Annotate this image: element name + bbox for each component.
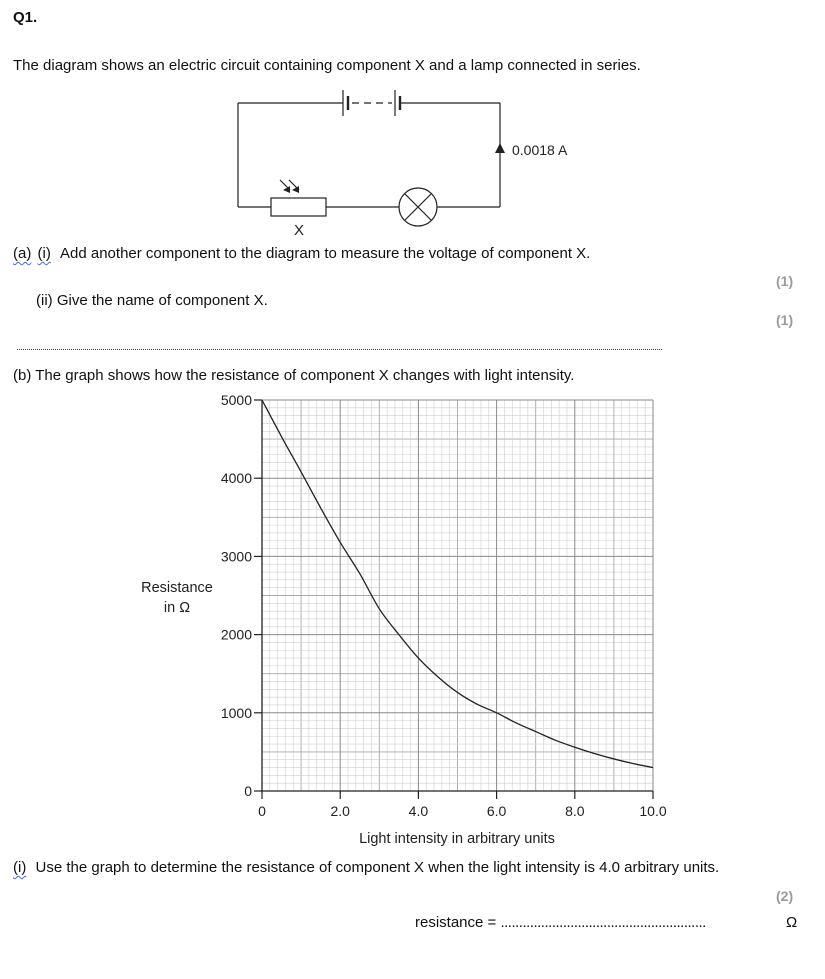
answer-unit: Ω xyxy=(786,914,798,931)
x-tick-label: 4.0 xyxy=(408,803,429,819)
question-number: Q1. xyxy=(13,9,38,26)
x-axis-label: Light intensity in arbitrary units xyxy=(359,831,555,847)
y-tick-label: 2000 xyxy=(220,626,252,643)
grid-minor xyxy=(262,400,653,791)
x-tick-label: 0 xyxy=(258,803,266,819)
resistance-answer-line[interactable] xyxy=(415,914,706,931)
y-tick-label: 4000 xyxy=(220,470,252,487)
part-b-intro: (b) The graph shows how the resistance of component X changes with light intensity. xyxy=(13,367,575,384)
x-tick-label: 6.0 xyxy=(486,803,507,819)
y-tick-label: 5000 xyxy=(220,392,252,408)
part-b-i-line xyxy=(13,859,719,876)
component-x-body xyxy=(271,198,326,216)
current-arrowhead xyxy=(495,143,505,153)
answer-dots: ........................................................ xyxy=(500,914,706,931)
x-tick-label: 8.0 xyxy=(565,803,585,819)
part-a-i-text: Add another component to the diagram to measure the voltage of component X. xyxy=(60,245,591,262)
part-b-i-label: (i) xyxy=(13,859,27,876)
answer-prefix: resistance = xyxy=(415,914,501,931)
y-tick-label: 0 xyxy=(244,783,252,799)
marks-b-i: (2) xyxy=(776,888,794,904)
current-label: 0.0018 A xyxy=(512,142,568,158)
resistance-graph xyxy=(0,385,825,855)
y-axis-label-line2: in Ω xyxy=(163,600,191,616)
circuit-diagram xyxy=(0,0,825,245)
answer-dotted-line[interactable] xyxy=(17,349,662,350)
part-a-label: (a) xyxy=(13,245,32,262)
component-x-label: X xyxy=(293,222,305,239)
part-b-i-text: Use the graph to determine the resistance of component X when the light intensity is 4.0 arbitrary units. xyxy=(35,859,720,876)
question-intro: The diagram shows an electric circuit containing component X and a lamp connected in series. xyxy=(13,57,641,74)
x-tick-label: 2.0 xyxy=(330,803,350,819)
x-tick-label: 10.0 xyxy=(639,803,667,819)
y-tick-label: 1000 xyxy=(220,704,252,721)
marks-a-i: (1) xyxy=(776,273,794,289)
part-a-ii-text: (ii) Give the name of component X. xyxy=(36,292,268,309)
y-tick-label: 3000 xyxy=(220,548,252,565)
marks-a-ii: (1) xyxy=(776,312,794,328)
y-axis-label-line1: Resistance xyxy=(141,580,213,596)
part-a-i-line xyxy=(13,245,590,262)
part-a-i-label: (i) xyxy=(37,245,51,262)
